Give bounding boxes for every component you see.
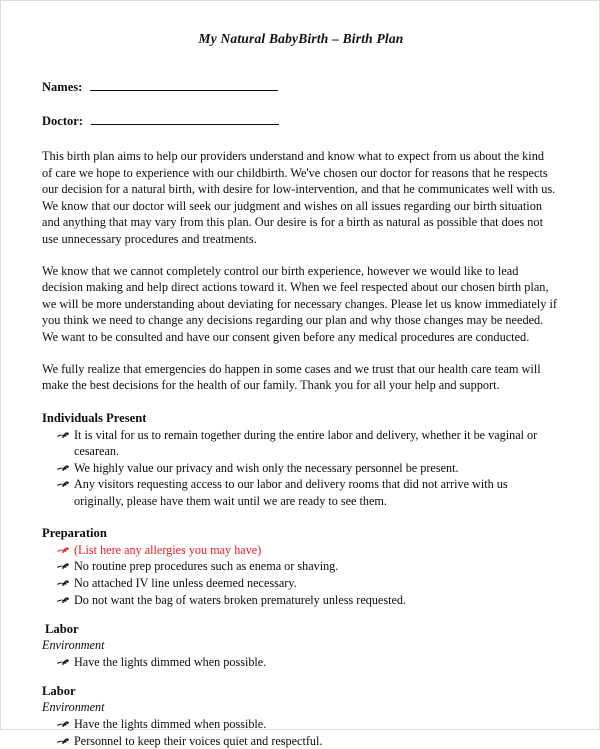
list-item-label: (List here any allergies you may have) — [74, 542, 262, 557]
leaf-dingbat-icon — [57, 736, 69, 746]
leaf-dingbat-icon — [57, 719, 69, 729]
list-item — [57, 427, 554, 459]
leaf-dingbat-icon — [57, 595, 69, 605]
section-labor — [42, 683, 560, 749]
section-subheading: Environment — [42, 700, 105, 715]
bullet-list — [42, 542, 560, 608]
list-item — [57, 716, 554, 732]
list-item — [57, 592, 554, 608]
leaf-dingbat-icon — [57, 561, 69, 571]
page-content — [42, 1, 560, 748]
list-item-label: It is vital for us to remain together during the entire labor and delivery, whether it be vaginal or cesarean. — [74, 427, 538, 458]
leaf-dingbat-icon — [57, 657, 69, 667]
list-item-label: No routine prep procedures such as enema or shaving. — [74, 559, 339, 574]
leaf-dingbat-icon — [57, 430, 69, 440]
section-individuals-present — [42, 410, 560, 509]
list-item-label: Do not want the bag of waters broken prematurely unless requested. — [74, 592, 407, 607]
section-heading: Labor — [45, 622, 79, 637]
list-item — [57, 733, 554, 749]
leaf-dingbat-icon — [57, 545, 69, 555]
section-heading: Individuals Present — [42, 410, 147, 425]
form-field-doctor — [42, 113, 560, 129]
list-item-label: We highly value our privacy and wish only the necessary personnel be present. — [74, 460, 459, 475]
leaf-dingbat-icon — [57, 479, 69, 489]
list-item — [57, 460, 554, 476]
section-subheading: Environment — [42, 638, 105, 653]
leaf-dingbat-icon — [57, 463, 69, 473]
section-labor — [42, 621, 560, 670]
names-label: Names: — [42, 80, 83, 94]
emergencies-paragraph: We fully realize that emergencies do happen in some cases and we trust that our health care team will make the best decisions for the health of our family. Thank you for all your help and support. — [42, 361, 541, 393]
list-item-label: No attached IV line unless deemed necessary. — [74, 576, 297, 591]
bullet-list — [42, 654, 560, 670]
list-item-label: Personnel to keep their voices quiet and respectful. — [74, 733, 323, 748]
doctor-label: Doctor: — [42, 114, 83, 128]
section-preparation — [42, 525, 560, 608]
section-heading: Labor — [42, 684, 76, 699]
names-input[interactable] — [90, 79, 278, 91]
list-item-label: Have the lights dimmed when possible. — [74, 717, 267, 732]
section-heading: Preparation — [42, 525, 107, 540]
form-field-names — [42, 79, 560, 95]
list-item — [57, 575, 554, 591]
leaf-dingbat-icon — [57, 578, 69, 588]
list-item-label: Any visitors requesting access to our labor and delivery rooms that did not arrive with us originally, please have them wait until we are ready to see them. — [74, 477, 508, 508]
doctor-input[interactable] — [91, 113, 279, 125]
list-item — [57, 542, 554, 558]
list-item — [57, 654, 554, 670]
intro-paragraph: This birth plan aims to help our providers understand and know what to expect from us about the kind of care we hope to experience with our childbirth. We've chosen our doctor for reasons that he respects our decision for a natural birth, with desire for low-intervention, and that he communicates well with us. We know that our doctor will seek our judgment and wishes on all issues regarding our birth situation and anything that may vary from this plan. Our desire is for a birth as natural as possible that does not use unnecessary procedures and treatments. — [42, 149, 556, 246]
control-paragraph: We know that we cannot completely control our birth experience, however we would like to lead decision making and help direct actions toward it. When we feel respected about our chosen birth plan, we will be more understanding about deviating for necessary changes. Please let us know immediately if you think we need to change any decisions regarding our plan and why those changes may be needed. We want to be consulted and have our consent given before any medical procedures are conducted. — [42, 263, 557, 344]
sections-container — [42, 410, 560, 749]
bullet-list — [42, 427, 560, 509]
bullet-list — [42, 716, 560, 749]
list-item-label: Have the lights dimmed when possible. — [74, 655, 267, 670]
page-title: My Natural BabyBirth – Birth Plan — [198, 31, 404, 46]
list-item — [57, 476, 554, 508]
list-item — [57, 558, 554, 574]
